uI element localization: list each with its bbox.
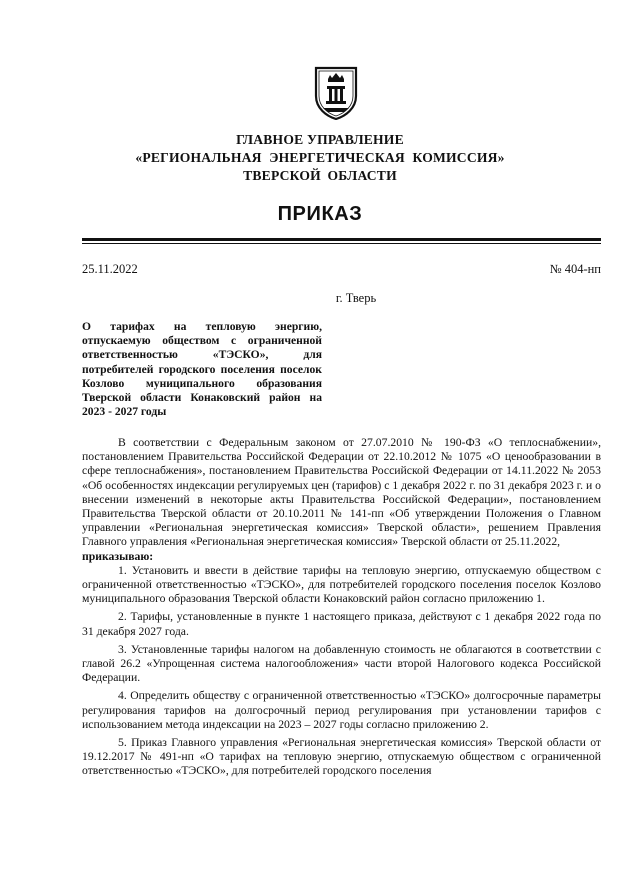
document-number: № 404-нп <box>549 262 601 276</box>
intro-paragraph: В соответствии с Федеральным законом от 27.07.2010 № 190-ФЗ «О теплоснабжении», постановлением Правительства Российской Федерации от 22.10.2012 № 1075 «О ценообразовании в сфере теплоснабжения», постановлением Правительства Российской Федерации от 14.11.2022 № 2053 «Об особенностях индексации регулируемых цен (тарифов) с 1 декабря 2022 г. по 31 декабря 2023 г. и о внесении изменений в некоторые акты Правительства Российской Федерации», постановлением Правительства Тверской области от 20.10.2011 № 141-пп «Об утверждении Положения о Главном управлении «Региональная энергетическая комиссия» Тверской области», решением Правления Главного управления «Региональная энергетическая комиссия» Тверской области от 25.11.2022, <box>82 436 601 549</box>
tver-coat-of-arms-icon <box>314 66 358 120</box>
order-item-2: 2. Тарифы, установленные в пункте 1 настоящего приказа, действуют с 1 декабря 2022 года по 31 декабря 2027 года. <box>82 610 601 638</box>
header-line-2: «РЕГИОНАЛЬНАЯ ЭНЕРГЕТИЧЕСКАЯ КОМИССИЯ» <box>135 150 505 165</box>
document-title: ПРИКАЗ <box>277 203 363 225</box>
order-word: приказываю: <box>82 549 154 563</box>
document-body <box>82 436 601 783</box>
header-divider-thick <box>82 238 601 241</box>
document-city: г. Тверь <box>335 291 377 305</box>
document-subject: О тарифах на тепловую энергию, отпускаемую обществом с ограниченной ответственностью «ТЭСКО», для потребителей городского поселения поселок Козлово муниципального образования Тверской области Конаковский район на 2023 - 2027 годы <box>82 320 322 419</box>
header-divider-thin <box>82 243 601 244</box>
order-item-3: 3. Установленные тарифы налогом на добавленную стоимость не облагаются в соответствии с главой 26.2 «Упрощенная система налогообложения» части второй Налогового кодекса Российской Федерации. <box>82 642 601 685</box>
order-item-1: 1. Установить и ввести в действие тарифы на тепловую энергию, отпускаемую обществом с ограниченной ответственностью «ТЭСКО», для потребителей городского поселения поселок Козлово муниципального образования Тверской области Конаковский район согласно приложению 1. <box>82 563 601 606</box>
document-date: 25.11.2022 <box>82 262 138 276</box>
header-line-1: ГЛАВНОЕ УПРАВЛЕНИЕ <box>236 132 404 147</box>
order-item-5: 5. Приказ Главного управления «Региональная энергетическая комиссия» Тверской области от 19.12.2017 № 491-нп «О тарифах на тепловую энергию, отпускаемую обществом с ограниченной ответственностью «ТЭСКО», для потребителей городского поселения <box>82 736 601 778</box>
order-item-4: 4. Определить обществу с ограниченной ответственностью «ТЭСКО» долгосрочные параметры регулирования тарифов на долгосрочный период регулирования при установлении тарифов с использованием метода индексации на 2023 – 2027 годы согласно приложению 2. <box>82 689 601 731</box>
header-line-3: ТВЕРСКОЙ ОБЛАСТИ <box>243 168 397 183</box>
